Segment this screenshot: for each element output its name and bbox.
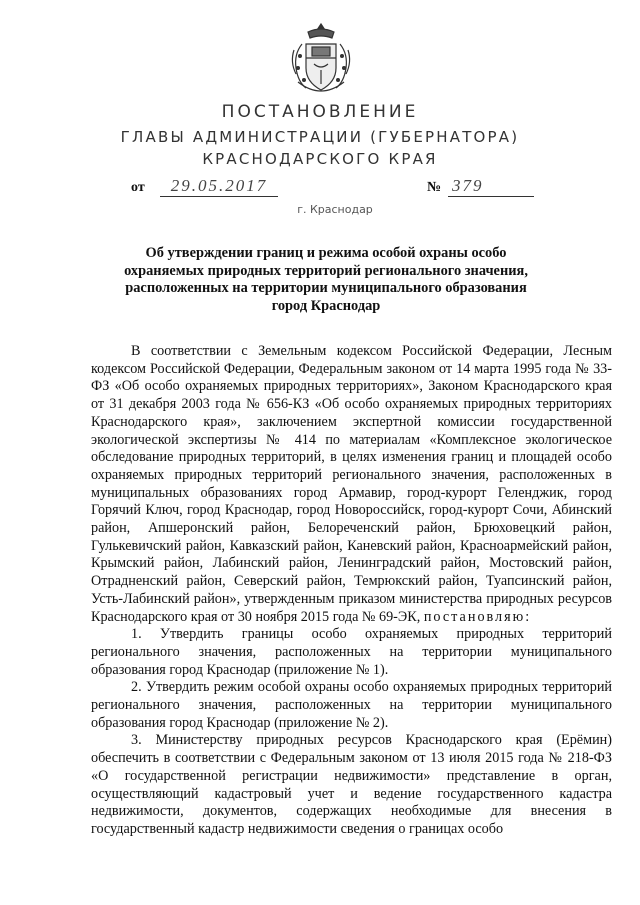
clause-3: 3. Министерству природных ресурсов Краснодарского края (Ерёмин) обеспечить в соответствии с Федеральным законом от 13 июля 2015 года № 218-ФЗ «О государственной регистрации недвижимости» представление в орган, осуществляющий кадастровый учет и ведение государственного кадастра недвижимости, документов, содержащих необходимые для внесения в государственный кадастр недвижимости сведения о границах особо	[91, 732, 612, 837]
preamble-text: В соответствии с Земельным кодексом Российской Федерации, Лесным кодексом Российской Федерации, Федеральным законом от 14 марта 1995 года № 33-ФЗ «Об особо охраняемых природных территориях», Законом Краснодарского края от 31 декабря 2003 года № 656-КЗ «Об особо охраняемых природных территориях Краснодарского края», заключением экспертной комиссии государственной экологической экспертизы № 414 по материалам «Комплексное экологическое обследование природных территорий, в целях изменения границ и площадей особо охраняемых природных территорий регионального значения, расположенных в муниципальных образованиях город Армавир, город-курорт Геленджик, город Горячий Ключ, город Краснодар, город Новороссийск, город-курорт Сочи, Абинский район, Апшеронский район, Белореченский район, Брюховецкий район, Гулькевичский район, Кавказский район, Каневский район, Красноармейский район, Крымский район, Лабинский район, Ленинградский район, Мостовский район, Отрадненский район, Северский район, Темрюкский район, Туапсинский район, Усть-Лабинский район», утвержденным приказом министерства природных ресурсов Краснодарского края от 30 ноября 2015 года № 69-ЭК,	[91, 343, 612, 625]
document-number: 379	[448, 176, 534, 197]
preamble-paragraph	[91, 343, 612, 626]
clause-2: 2. Утвердить режим особой охраны особо охраняемых природных территорий регионального значения, расположенных на территории муниципального образования город Краснодар (приложение № 2).	[91, 679, 612, 731]
document-type-heading: ПОСТАНОВЛЕНИЕ	[221, 102, 419, 122]
date-label: от	[131, 180, 145, 195]
document-title: Об утверждении границ и режима особой охраны особо охраняемых природных территорий регионального значения, расположенных на территории муниципального образования город Краснодар	[124, 245, 528, 314]
city-label: г. Краснодар	[297, 203, 373, 216]
document-date: 29.05.2017	[160, 176, 278, 197]
issuer-heading: ГЛАВЫ АДМИНИСТРАЦИИ (ГУБЕРНАТОРА)	[120, 128, 520, 146]
number-label: №	[427, 180, 442, 195]
region-heading: КРАСНОДАРСКОГО КРАЯ	[202, 150, 438, 168]
coat-of-arms-icon	[288, 20, 354, 98]
resolution-word: постановляю:	[423, 608, 532, 625]
document-body	[91, 343, 612, 839]
clause-1: 1. Утвердить границы особо охраняемых природных территорий регионального значения, расположенных на территории муниципального образования город Краснодар (приложение № 1).	[91, 626, 612, 678]
